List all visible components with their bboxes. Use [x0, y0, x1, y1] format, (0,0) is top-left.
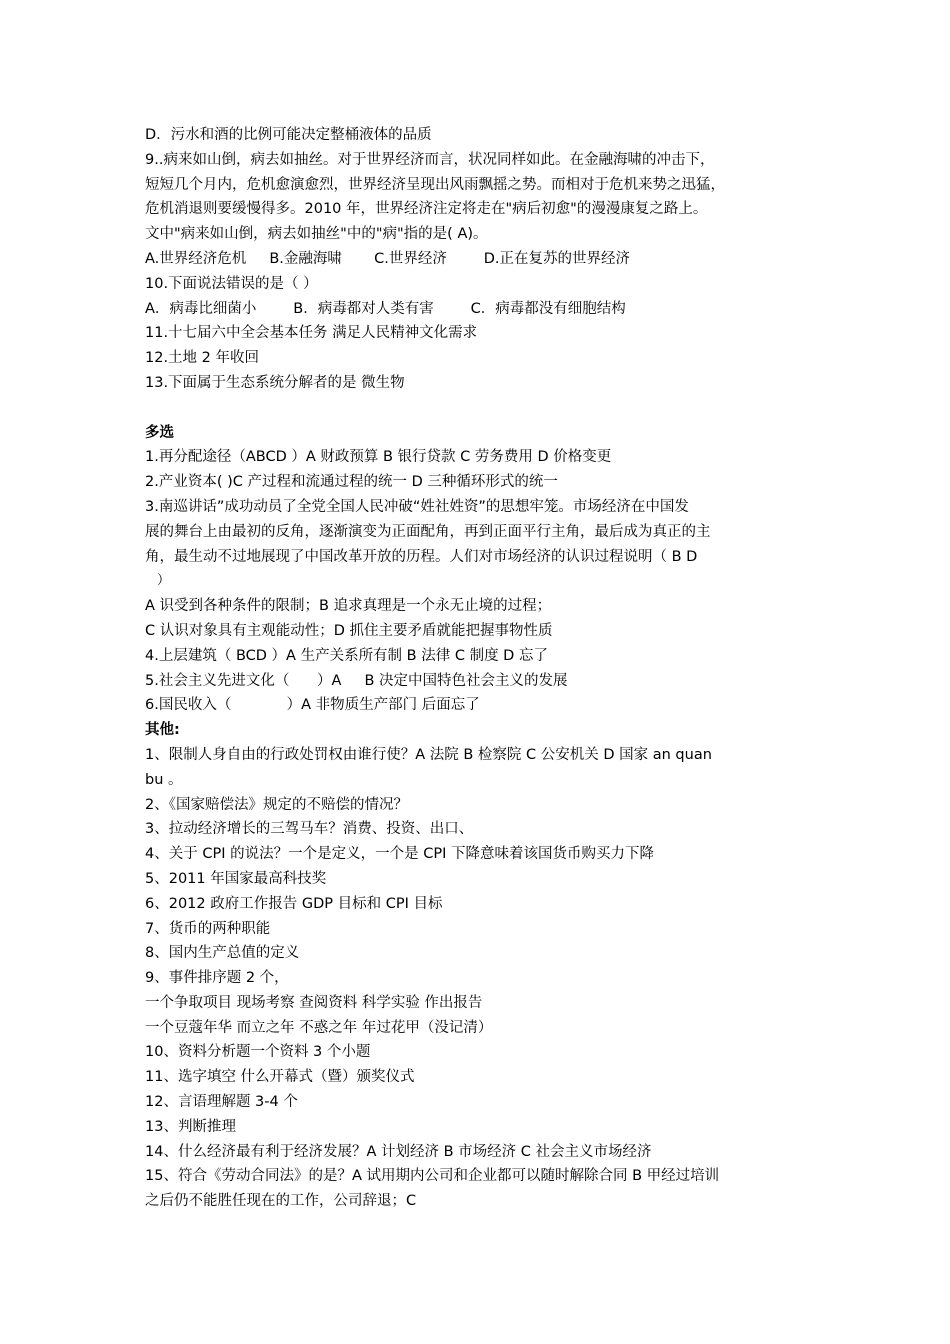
q10-question: 10.下面说法错误的是（ ）: [145, 275, 318, 292]
other-item: 2、《国家赔偿法》规定的不赔偿的情况？: [145, 796, 408, 813]
other-item: 3、拉动经济增长的三驾马车？消费、投资、出口、: [145, 821, 474, 838]
other-item: 之后仍不能胜任现在的工作，公司辞退；C: [145, 1193, 417, 1210]
multi-q3-line-3: 角，最生动不过地展现了中国改革开放的历程。人们对市场经济的认识过程说明（ B D: [145, 548, 698, 565]
q8-option-d: D．污水和酒的比例可能决定整桶液体的品质: [145, 127, 432, 143]
other-item: 13、判断推理: [145, 1118, 236, 1135]
other-item: 5、2011 年国家最高科技奖: [145, 870, 327, 887]
q11: 11.十七届六中全会基本任务 满足人民精神文化需求: [145, 325, 478, 342]
other-item: 6、2012 政府工作报告 GDP 目标和 CPI 目标: [145, 895, 443, 912]
multi-q3-options-ab: A 识受到各种条件的限制；B 追求真理是一个永无止境的过程；: [145, 598, 552, 615]
multi-q3-options-cd: C 认识对象具有主观能动性；D 抓住主要矛盾就能把握事物性质: [145, 622, 553, 639]
q13: 13.下面属于生态系统分解者的是 微生物: [145, 374, 405, 391]
document-page: [145, 123, 810, 1214]
other-item: 10、资料分析题一个资料 3 个小题: [145, 1044, 371, 1061]
multi-q3-line-2: 展的舞台上由最初的反角，逐渐演变为正面配角，再到正面平行主角，最后成为真正的主: [145, 523, 711, 540]
other-item: 8、国内生产总值的定义: [145, 945, 300, 962]
section-heading-other: 其他:: [145, 722, 180, 739]
q9-line-2: 短短几个月内，危机愈演愈烈，世界经济呈现出风雨飘摇之势。而相对于危机来势之迅猛，: [145, 176, 725, 193]
multi-q5: 5.社会主义先进文化（ ）A B 决定中国特色社会主义的发展: [145, 672, 568, 689]
multi-q1: 1.再分配途径（ABCD ）A 财政预算 B 银行贷款 C 劳务费用 D 价格变更: [145, 449, 612, 466]
other-item: 12、言语理解题 3-4 个: [145, 1094, 298, 1111]
other-item: 15、符合《劳动合同法》的是？A 试用期内公司和企业都可以随时解除合同 B 甲经过培训: [145, 1168, 720, 1185]
q9-line-1: 9..病来如山倒，病去如抽丝。对于世界经济而言，状况同样如此。在金融海啸的冲击下，: [145, 151, 715, 168]
other-item: 14、什么经济最有利于经济发展？A 计划经济 B 市场经济 C 社会主义市场经济: [145, 1143, 652, 1160]
other-item: 4、关于 CPI 的说法？一个是定义，一个是 CPI 下降意味着该国货币购买力下降: [145, 846, 654, 863]
other-item: 一个豆蔻年华 而立之年 不惑之年 年过花甲（没记清）: [145, 1019, 493, 1036]
section-heading-multi: 多选: [145, 424, 174, 441]
multi-q4: 4.上层建筑（ BCD ）A 生产关系所有制 B 法律 C 制度 D 忘了: [145, 647, 548, 664]
other-item: bu 。: [145, 771, 183, 788]
other-item: 7、货币的两种职能: [145, 920, 271, 937]
q10-options: A．病毒比细菌小 B．病毒都对人类有害 C．病毒都没有细胞结构: [145, 300, 626, 317]
other-item: 1、限制人身自由的行政处罚权由谁行使？A 法院 B 检察院 C 公安机关 D 国家 an quan: [145, 746, 712, 763]
other-item: 一个争取项目 现场考察 查阅资料 科学实验 作出报告: [145, 994, 483, 1011]
other-item: 9、事件排序题 2 个，: [145, 970, 289, 987]
multi-q6: 6.国民收入（ ）A 非物质生产部门 后面忘了: [145, 697, 480, 714]
q9-line-3: 危机消退则要缓慢得多。2010 年，世界经济注定将走在"病后初愈"的漫漫康复之路上。: [145, 201, 708, 218]
q12: 12.土地 2 年收回: [145, 350, 260, 367]
q9-line-4: 文中"病来如山倒，病去如抽丝"中的"病"指的是( A)。: [145, 226, 488, 243]
spacer: [145, 396, 810, 421]
q9-options: A.世界经济危机 B.金融海啸 C.世界经济 D.正在复苏的世界经济: [145, 250, 631, 267]
multi-q3-close: ）: [157, 573, 171, 589]
other-item: 11、选字填空 什么开幕式（暨）颁奖仪式: [145, 1069, 415, 1086]
multi-q3-line-1: 3.南巡讲话”成功动员了全党全国人民冲破“姓社姓资”的思想牢笼。市场经济在中国发: [145, 498, 689, 515]
multi-q2: 2.产业资本( )C 产过程和流通过程的统一 D 三种循环形式的统一: [145, 474, 558, 491]
